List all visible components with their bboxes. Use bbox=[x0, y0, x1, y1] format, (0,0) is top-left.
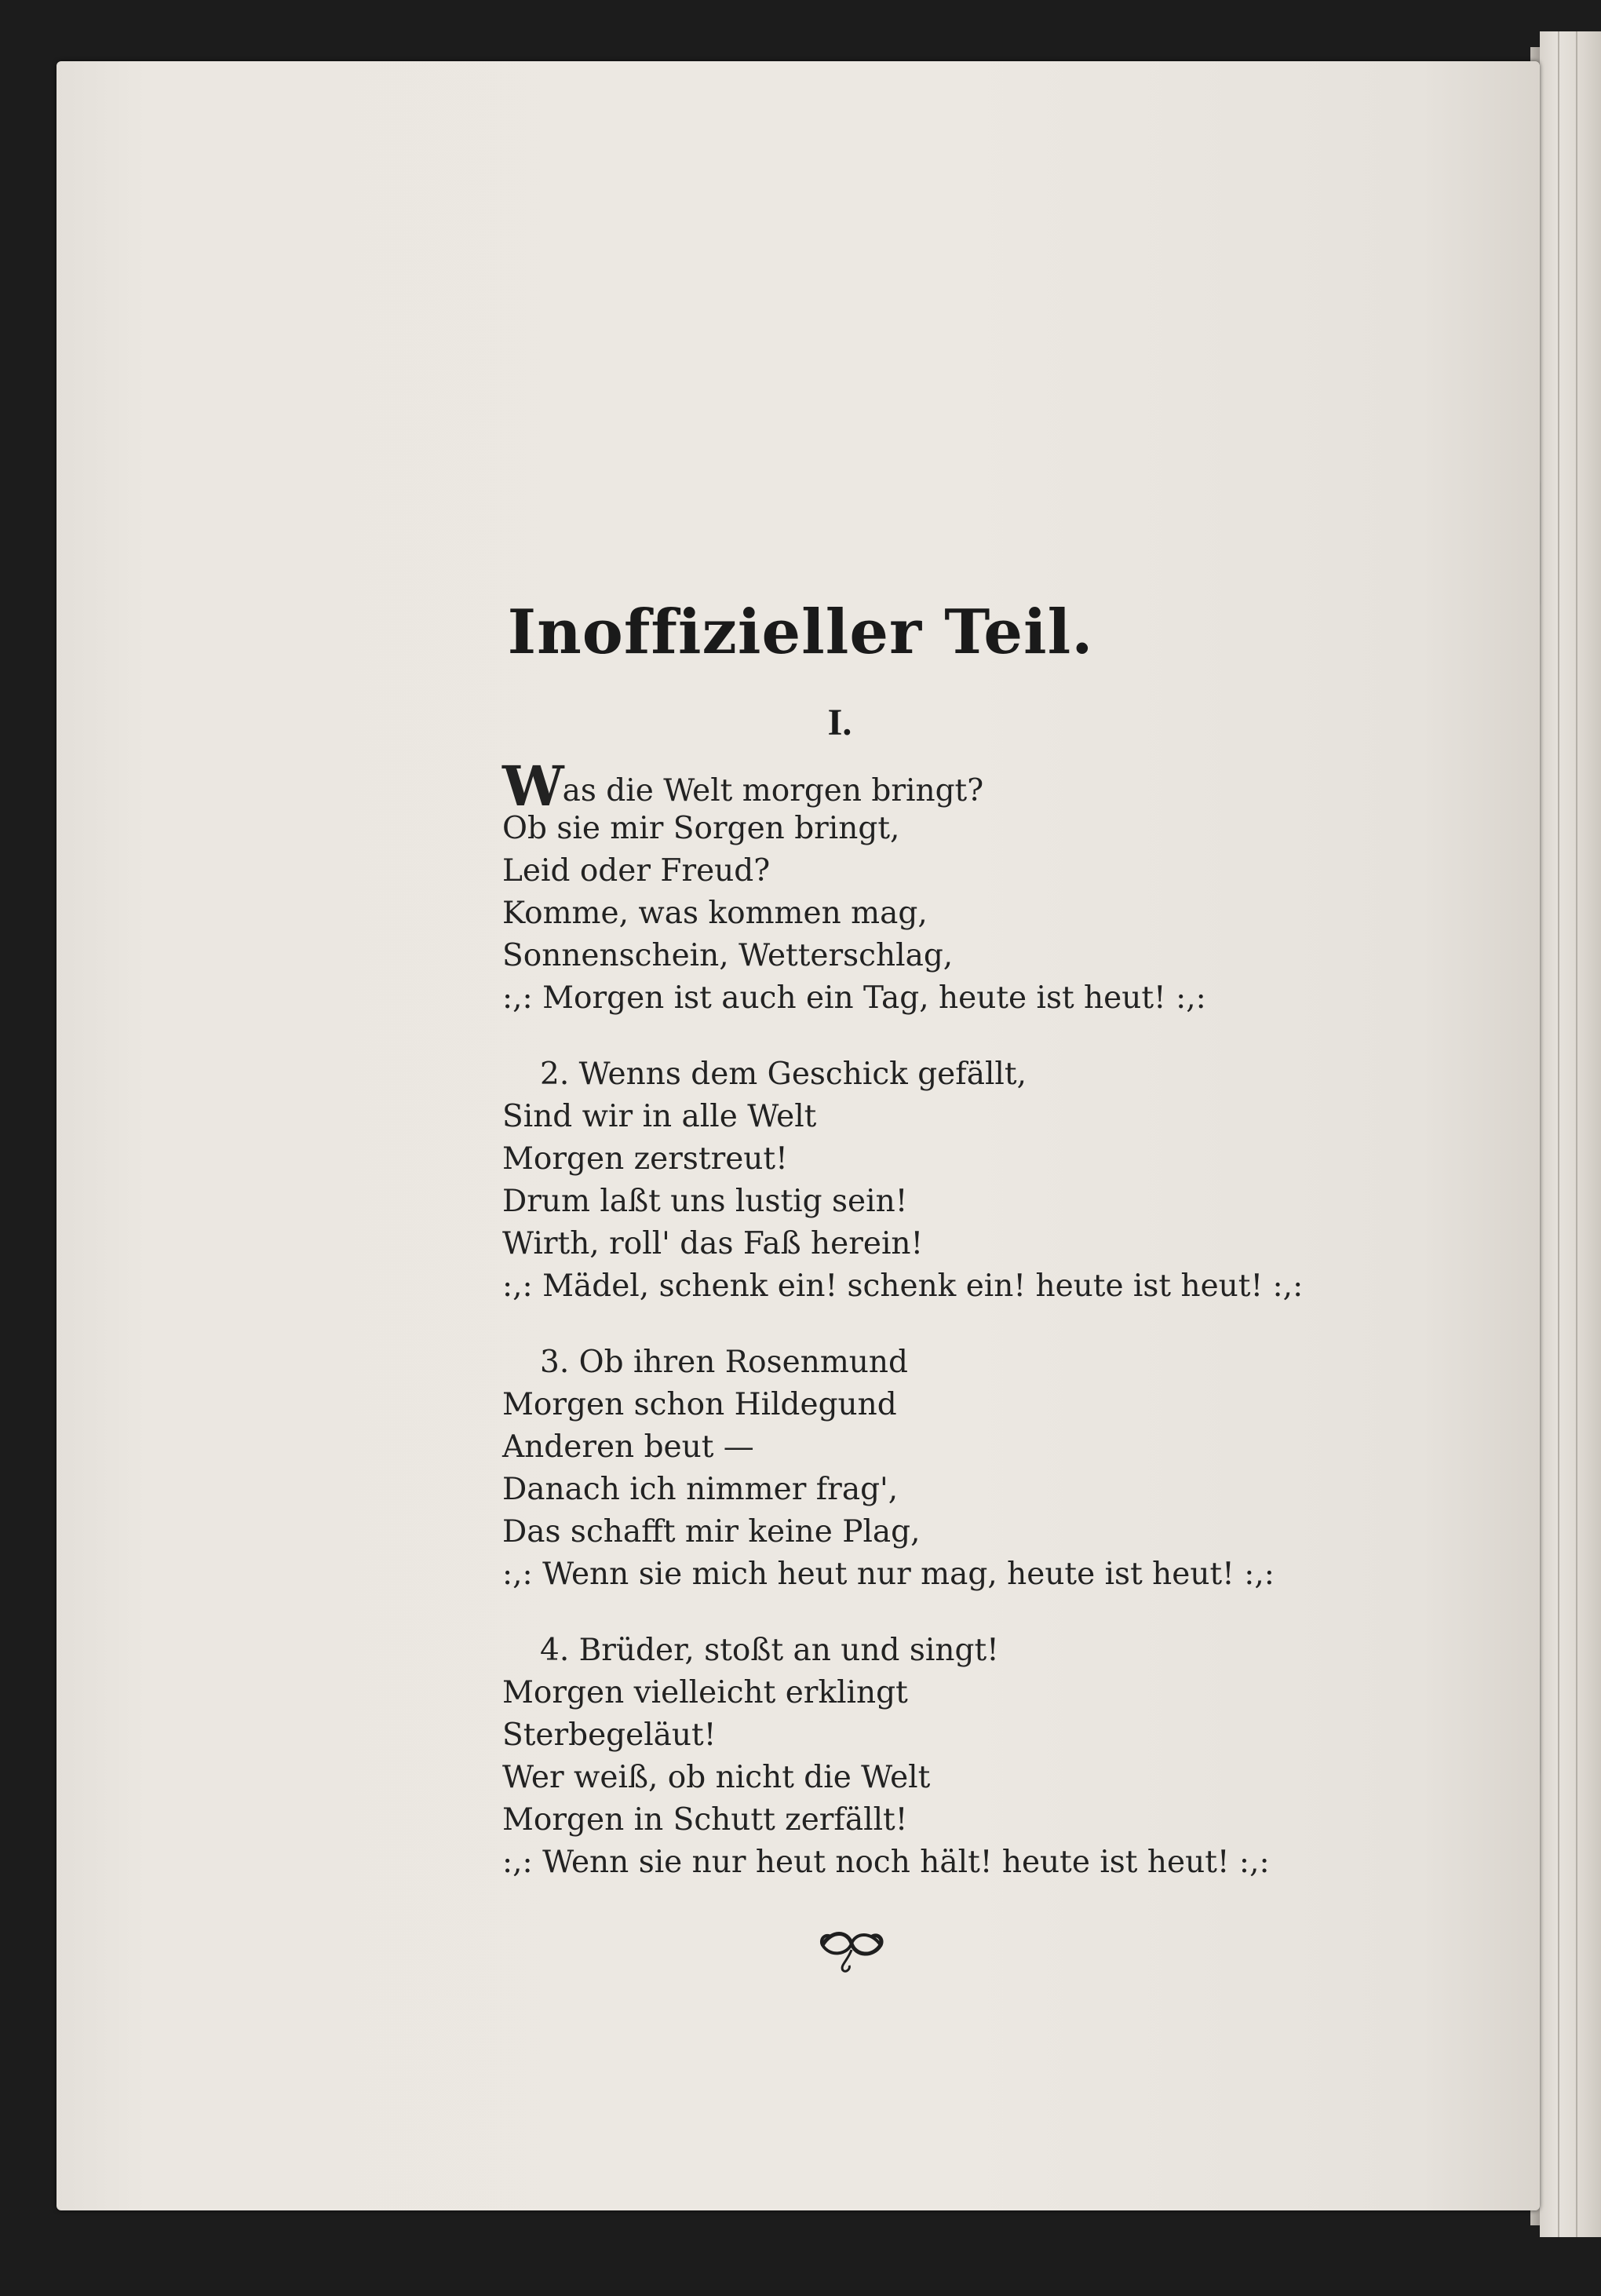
poem-line: Morgen zerstreut! bbox=[502, 1141, 788, 1177]
poem-line: 3. Ob ihren Rosenmund bbox=[540, 1345, 909, 1380]
poem-line: Morgen vielleicht erklingt bbox=[502, 1675, 908, 1710]
poem-line: Morgen in Schutt zerfällt! bbox=[502, 1802, 908, 1838]
poem-line: Wer weiß, ob nicht die Welt bbox=[502, 1760, 931, 1795]
poem-line: 4. Brüder, stoßt an und singt! bbox=[540, 1633, 999, 1668]
page-title: Inoffizieller Teil. bbox=[507, 597, 1094, 668]
poem-line: Sind wir in alle Welt bbox=[502, 1099, 817, 1134]
poem-line: Danach ich nimmer frag', bbox=[502, 1472, 899, 1507]
poem-line: Das schafft mir keine Plag, bbox=[502, 1514, 921, 1550]
drop-cap: W bbox=[502, 754, 563, 819]
poem-line: :,: Wenn sie mich heut nur mag, heute ist heut! :,: bbox=[502, 1557, 1275, 1592]
poem-line: 2. Wenns dem Geschick gefällt, bbox=[540, 1057, 1027, 1092]
section-number: I. bbox=[827, 702, 852, 743]
poem-line: :,: Wenn sie nur heut noch hält! heute ist heut! :,: bbox=[502, 1845, 1270, 1880]
poem-line: Sonnenschein, Wetterschlag, bbox=[502, 938, 954, 973]
poem-line: Was die Welt morgen bringt? bbox=[502, 754, 984, 819]
poem bbox=[502, 754, 1304, 1884]
next-page-edge bbox=[1540, 31, 1601, 2237]
poem-line: Komme, was kommen mag, bbox=[502, 896, 928, 931]
poem-line: Anderen beut — bbox=[502, 1429, 754, 1465]
poem-line: Wirth, roll' das Faß herein! bbox=[502, 1226, 924, 1261]
poem-line: Ob sie mir Sorgen bringt, bbox=[502, 811, 900, 846]
fleuron-ornament-icon bbox=[816, 1922, 887, 1977]
poem-line: :,: Mädel, schenk ein! schenk ein! heute ist heut! :,: bbox=[502, 1268, 1304, 1304]
page-edge-line bbox=[1576, 31, 1577, 2237]
poem-line: Drum laßt uns lustig sein! bbox=[502, 1184, 908, 1219]
poem-line: Morgen schon Hildegund bbox=[502, 1387, 897, 1422]
stanza bbox=[502, 1341, 1287, 1596]
page-edge-line bbox=[1558, 31, 1559, 2237]
poem-line: Leid oder Freud? bbox=[502, 853, 771, 889]
poem-line: Sterbegeläut! bbox=[502, 1717, 717, 1753]
poem-line: :,: Morgen ist auch ein Tag, heute ist heut! :,: bbox=[502, 980, 1206, 1016]
stanza bbox=[502, 754, 1287, 1020]
stanza bbox=[502, 1630, 1287, 1884]
stanza bbox=[502, 1053, 1304, 1308]
